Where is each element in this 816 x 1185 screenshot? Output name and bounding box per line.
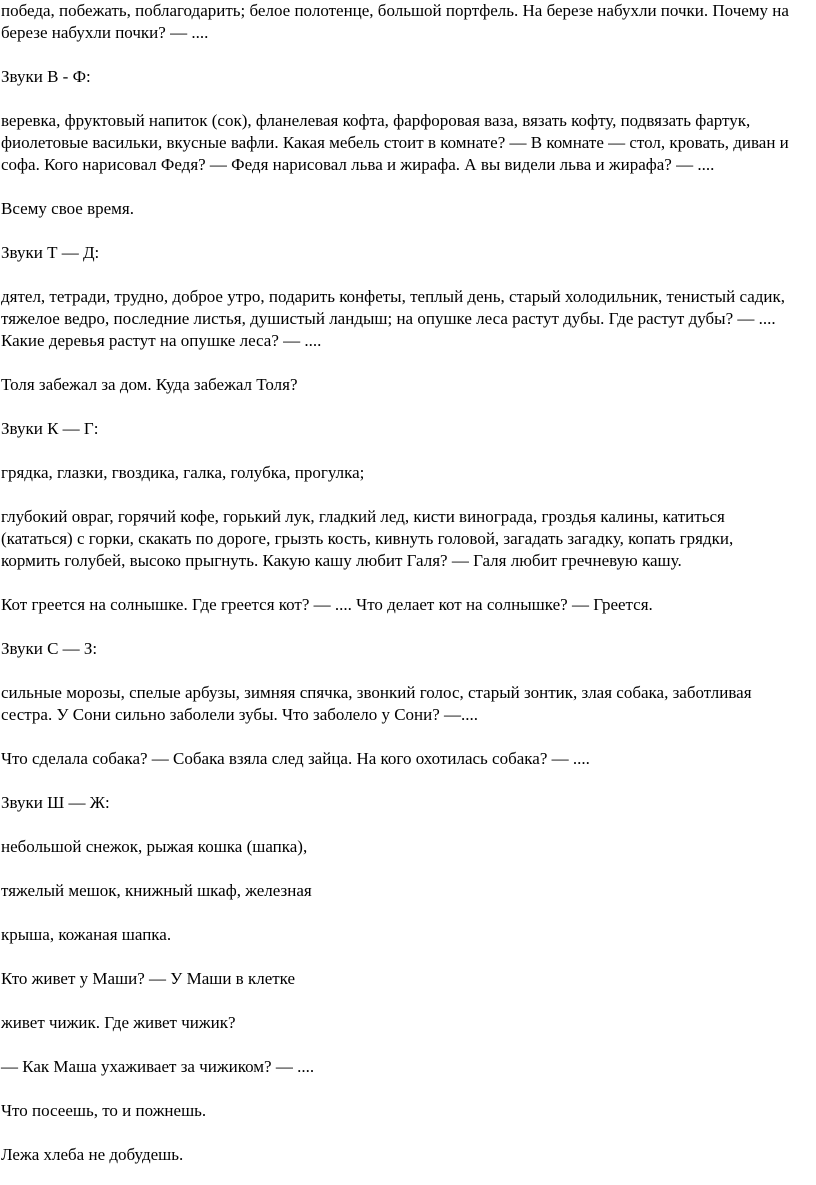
paragraph-line-4: Кто живет у Маши? — У Маши в клетке [1,969,296,988]
sentence-dog: Что сделала собака? — Собака взяла след зайца. На кого охотилась собака? — .... [1,749,590,768]
heading-sounds-sh-zh: Звуки Ш — Ж: [1,793,110,812]
heading-sounds-k-g: Звуки К — Г: [1,419,99,438]
proverb-time: Всему свое время. [1,199,135,218]
paragraph-exercise-k-g: глубокий овраг, горячий кофе, горький лук, гладкий лед, кисти винограда, гроздья калины, катиться (кататься) с горки, скакать по дороге, грызть кость, кивнуть головой, загадать загадку, копать грядки, кормить голубей, высоко прыгнуть. Какую кашу любит Галя? — Галя любит гречневую кашу. [1,507,734,570]
paragraph-exercise-s-z: сильные морозы, спелые арбузы, зимняя спячка, звонкий голос, старый зонтик, злая собака, заботливая сестра. У Сони сильно заболели зубы. Что заболело у Сони? —.... [1,683,752,724]
sentence-cat: Кот греется на солнышке. Где греется кот? — .... Что делает кот на солнышке? — Греется. [1,595,653,614]
heading-sounds-t-d: Звуки Т — Д: [1,243,100,262]
paragraph-exercise-v-f: веревка, фруктовый напиток (сок), фланелевая кофта, фарфоровая ваза, вязать кофту, подвязать фартук, фиолетовые васильки, вкусные вафли. Какая мебель стоит в комнате? — В комнате — стол, кровать, диван и софа. Кого нарисовал Федя? — Федя нарисовал льва и жирафа. А вы видели льва и жирафа? — .... [1,111,789,174]
paragraph-words-k-g: грядка, глазки, гвоздика, галка, голубка, прогулка; [1,463,365,482]
paragraph-line-3: крыша, кожаная шапка. [1,925,172,944]
paragraph-line-1: небольшой снежок, рыжая кошка (шапка), [1,837,308,856]
paragraph-line-2: тяжелый мешок, книжный шкаф, железная [1,881,312,900]
paragraph-exercise-t-d: дятел, тетради, трудно, доброе утро, подарить конфеты, теплый день, старый холодильник, тенистый садик, тяжелое ведро, последние листья, душистый ландыш; на опушке леса растут дубы. Где растут дубы? — .... Какие деревья растут на опушке леса? — .... [1,287,785,350]
proverb-sow: Что посеешь, то и пожнешь. [1,1101,207,1120]
heading-sounds-v-f: Звуки В - Ф: [1,67,91,86]
paragraph-line-5: живет чижик. Где живет чижик? [1,1013,236,1032]
paragraph-line-6: — Как Маша ухаживает за чижиком? — .... [1,1057,315,1076]
proverb-bread: Лежа хлеба не добудешь. [1,1145,184,1164]
sentence-tolya: Толя забежал за дом. Куда забежал Толя? [1,375,298,394]
paragraph-exercise-b-p: победа, побежать, поблагодарить; белое полотенце, большой портфель. На березе набухли почки. Почему на березе набухли почки? — .... [1,1,789,42]
heading-sounds-s-z: Звуки С — З: [1,639,98,658]
